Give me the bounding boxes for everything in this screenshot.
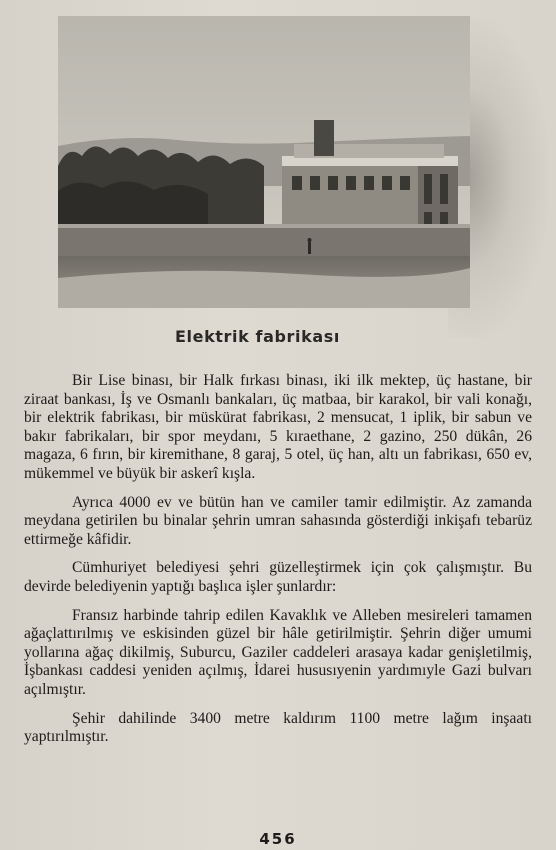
body-text — [24, 372, 532, 757]
paragraph: Fransız harbinde tahrip edilen Kavaklık ve Alleben mesireleri tamamen ağaçlattırılmış ve eskisinden güzel bir hâle getirilmiştir. Şehrin diğer umumi yollarına ağaç dikilmiş, Suburcu, Gaziler caddeleri arasaya kadar genişletilmiş, İşbankası caddesi yeniden açılmış, İdarei hususıyenin yardımıyle Gazi bulvarı açılmıştır. — [24, 606, 532, 698]
page-number: 456 — [259, 830, 297, 848]
paragraph: Ayrıca 4000 ev ve bütün han ve camiler tamir edilmiştir. Az zamanda meydana getirilen bu binalar şehrin umran sahasında gösterdiği inkişafı tebarüz ettirmeğe kâfidir. — [24, 493, 532, 548]
paragraph: Bir Lise binası, bir Halk fırkası binası, iki ilk mektep, üç hastane, bir ziraat bankası, İş ve Osmanlı bankaları, üç matbaa, bir karakol, bir vali konağı, bir elektrik fabrikası, bir müskürat fabrikası, 2 mensucat, 1 iplik, bir sabun ve bakır fabrikaları, bir spor meydanı, 5 kıraethane, 2 gazino, 250 dükân, 26 magaza, 6 fırın, bir kiremithane, 8 garaj, 5 otel, üç han, altı un fabrikası, 650 ev, mükemmel ve büyük bir askerî kışla. — [24, 372, 532, 482]
photo-caption: Elektrik fabrikası — [175, 327, 340, 346]
factory-photo-illustration — [58, 16, 470, 308]
factory-photo — [58, 16, 470, 308]
paragraph: Cümhuriyet belediyesi şehri güzelleştirmek için çok çalışmıştır. Bu devirde belediyenin yaptığı başlıca işler şunlardır: — [24, 559, 532, 595]
paragraph: Şehir dahilinde 3400 metre kaldırım 1100 metre lağım inşaatı yaptırılmıştır. — [24, 709, 532, 746]
